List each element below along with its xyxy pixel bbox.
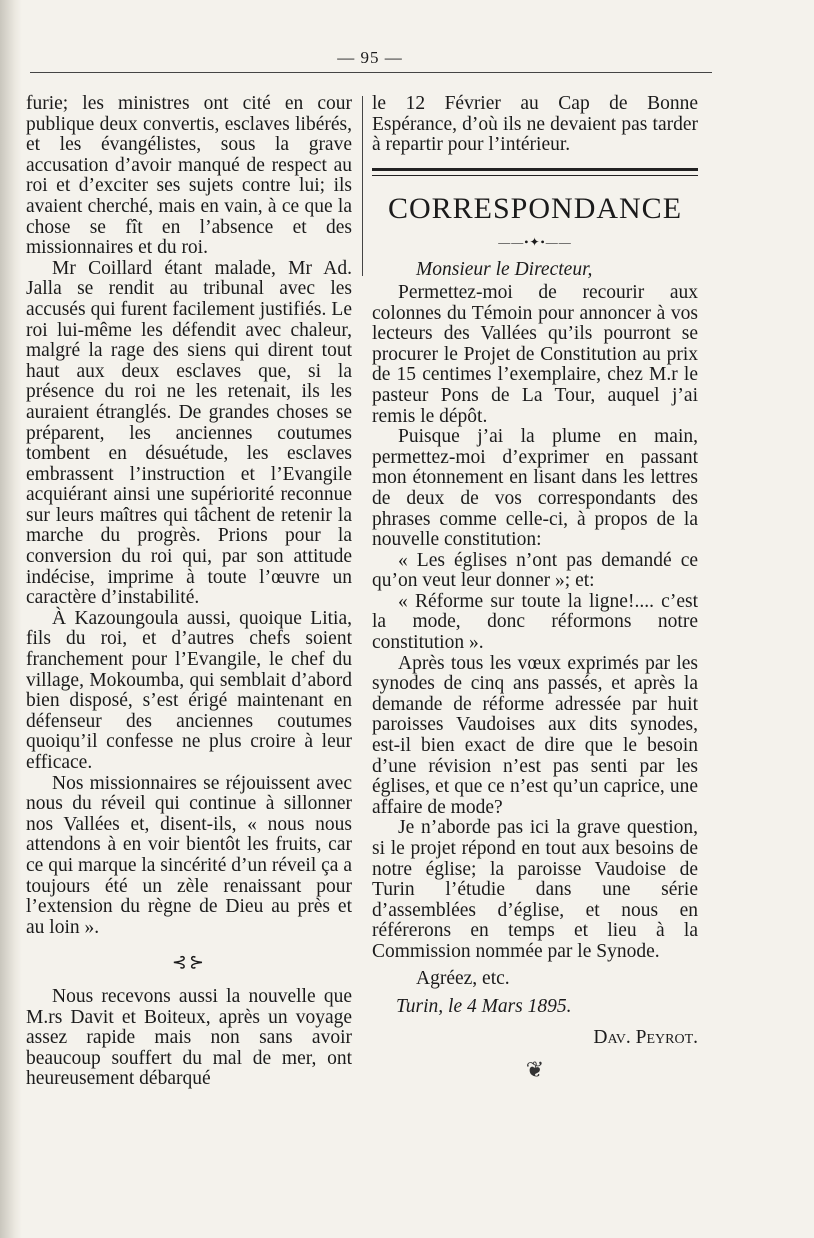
right-continuation-paragraph: le 12 Février au Cap de Bonne Espérance, d’où ils ne devaient pas tarder à repartir pour l’intérieur. [372, 93, 698, 156]
left-paragraph-3: À Kazoungoula aussi, quoique Litia, fils du roi, et d’autres chefs soient franchement pour l’Evangile, le chef du village, Mokoumba, qui semblait d’abord bien disposé, s’est érigé maintenant en défenseur des anciennes coutumes quoiqu’il confesse ne plus croire à leur efficace. [26, 607, 352, 773]
page-number: — 95 — [337, 48, 403, 67]
letter-paragraph-3: Après tous les vœux exprimés par les synodes de cinq ans passés, et après la demande de réforme adressée par huit paroisses Vaudoises aux dits synodes, est-il bien exact de dire que le besoin d’une révision n’est pas senti par les églises, et que ce n’est qu’un caprice, une affaire de mode? [372, 652, 698, 818]
title-ornament: ——•✦•—— [498, 234, 572, 249]
letter-salutation: Monsieur le Directeur, [416, 259, 593, 281]
letter-paragraph-4: Je n’aborde pas ici la grave question, si le projet répond en tout aux besoins de notre église; la paroisse Vaudoise de Turin l’étudie dans une série d’assemblées d’église, et nous en référerons en temps et lieu à la Commission nommée par le Synode. [372, 817, 698, 962]
letter-quote-2: « Réforme sur toute la ligne!.... c’est la mode, donc réformons notre constitution ». [372, 590, 698, 654]
letter-dateline: Turin, le 4 Mars 1895. [396, 996, 572, 1018]
end-ornament-icon: ❦ [525, 1057, 545, 1083]
letter-quote-1: « Les églises n’ont pas demandé ce qu’on veut leur donner »; et: [372, 549, 698, 592]
header-rule [30, 72, 712, 73]
left-paragraph-2: Mr Coillard étant malade, Mr Ad. Jalla se rendit au tribunal avec les accusés qui furent facilement justifiés. Le roi lui-même les défendit avec chaleur, malgré la rage des siens qui dirent tout haut aux deux esclaves que, si la présence du roi ne les retenait, ils les auraient étranglés. De grandes choses se préparent, les anciennes coutumes tombent en désuétude, les esclaves embrassent l’instruction et l’Evangile acquiérant ainsi une supériorité reconnue sur leurs maîtres qui tâchent de retenir la marche du progrès. Prions pour la conversion du roi qui, par son attitude indécise, imprime à toute l’œuvre un caractère d’instabilité. [26, 257, 352, 609]
letter-closing: Agréez, etc. [416, 967, 510, 989]
right-column [372, 94, 698, 1081]
left-paragraph-5: Nous recevons aussi la nouvelle que M.rs Davit et Boiteux, après un voyage assez rapide mais non sans avoir beaucoup souffert du mal de mer, ont heureusement débarqué [26, 985, 352, 1090]
section-title: CORRESPONDANCE [387, 191, 683, 225]
column-divider [362, 96, 363, 276]
left-paragraph-1: furie; les ministres ont cité en cour publique deux convertis, esclaves libérés, et les évangélistes, sous la grave accusation d’avoir manqué de respect au roi et d’exciter ses sujets contre lui; ils avaient cherché, mais en vain, à ce que la chose se fît en l’absence et des missionnaires et du roi. [26, 93, 352, 259]
page-edge-shadow [0, 0, 22, 1238]
letter-paragraph-2: Puisque j’ai la plume en main, permettez-moi d’exprimer en passant mon étonnement en lisant dans les lettres de deux de vos correspondants des phrases comme celle-ci, à propos de la nouvelle constitution: [372, 426, 698, 551]
letter-paragraph-1: Permettez-moi de recourir aux colonnes du Témoin pour annoncer à vos lecteurs des Vallées qu’ils pourront se procurer le Projet de Constitution au prix de 15 centimes l’exemplaire, chez M.r le pasteur Pons de La Tour, auquel j’ai remis le dépôt. [372, 281, 698, 427]
left-paragraph-4: Nos missionnaires se réjouissent avec nous du réveil qui continue à sillonner nos Vallées et, disent-ils, « nous nous attendons à en voir bientôt les fruits, car ce qui marque la sincérité d’un réveil ça a toujours été un zèle renaissant pour l’extension du règne de Dieu au près et au loin ». [26, 772, 352, 938]
left-column [26, 94, 352, 1090]
section-rule [372, 168, 698, 176]
letter-signature: Dav. Peyrot. [593, 1026, 698, 1048]
section-separator-ornament: ⊰⊱ [171, 952, 207, 973]
